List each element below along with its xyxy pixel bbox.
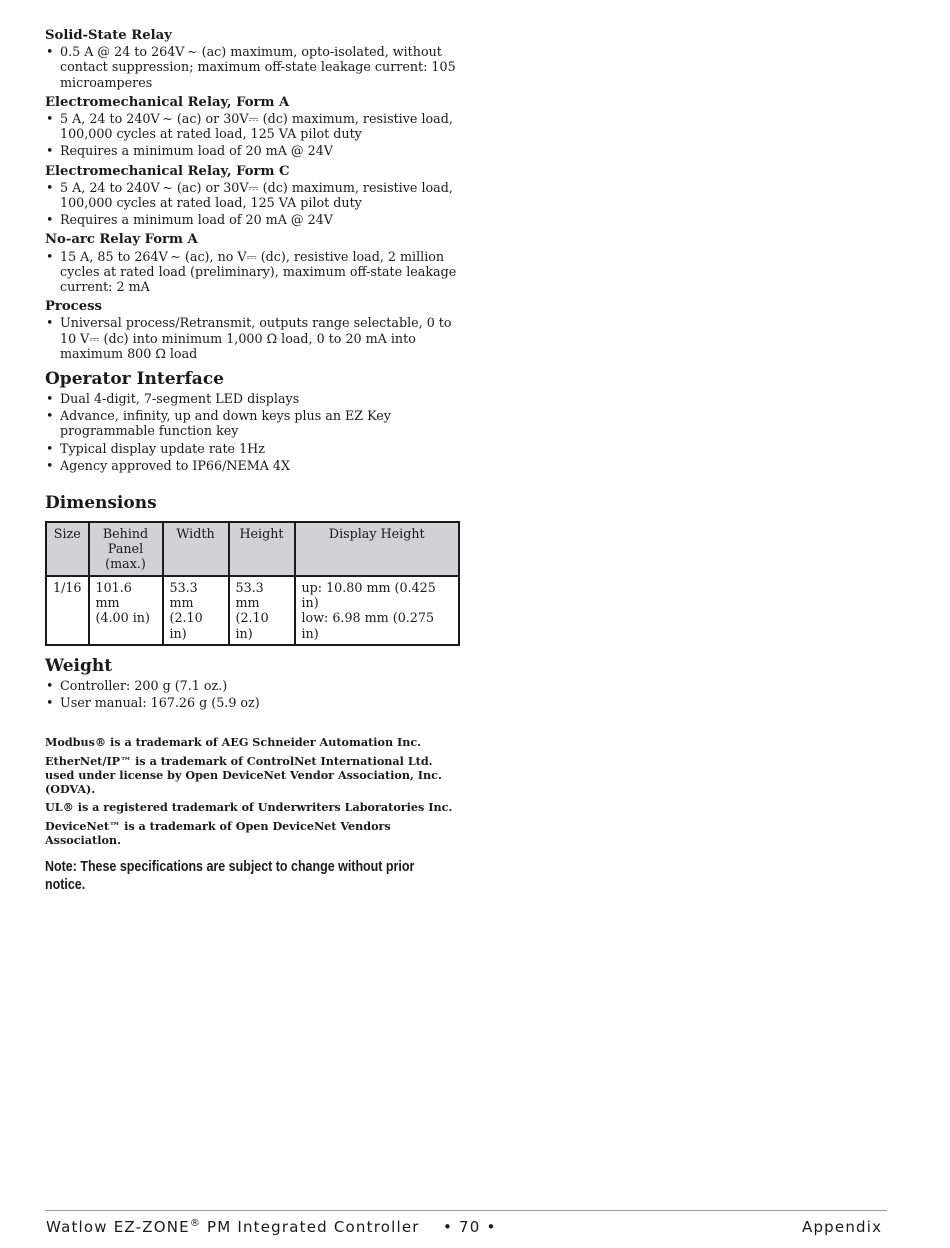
cell-text: 101.6 mm bbox=[95, 580, 132, 611]
list-item: • Agency approved to IP66/NEMA 4X bbox=[45, 458, 463, 473]
page-number: • 70 • bbox=[443, 1218, 497, 1236]
table-header-row bbox=[46, 522, 459, 576]
list-item: • Advance, infinity, up and down keys plus an EZ Key programmable function key bbox=[45, 408, 463, 438]
footer-title-text: Watlow EZ-ZONE bbox=[46, 1218, 190, 1236]
section-heading: Process bbox=[45, 299, 102, 315]
table-cell bbox=[163, 576, 229, 645]
footer-divider bbox=[45, 1210, 887, 1211]
footer-title-rest: PM Integrated Controller bbox=[201, 1218, 420, 1236]
column-header: Behind Panel (max.) bbox=[89, 522, 163, 576]
section-heading: Electromechanical Relay, Form C bbox=[45, 163, 290, 179]
column-header: Height bbox=[229, 522, 295, 576]
disclaimer-note: Note: These specifications are subject to change without prior notice. bbox=[45, 858, 415, 893]
process-section bbox=[45, 299, 463, 361]
section-heading: No-arc Relay Form A bbox=[45, 232, 198, 248]
cell-text: (2.10 in) bbox=[169, 610, 203, 641]
solid-state-relay-section bbox=[45, 28, 463, 90]
cell-text: 53.3 mm bbox=[235, 580, 264, 611]
section-title: Weight bbox=[45, 655, 113, 676]
em-relay-form-a-section bbox=[45, 95, 463, 159]
list-item: • 5 A, 24 to 240V ∼ (ac) or 30V⎓ (dc) maximum, resistive load, 100,000 cycles at rated load, 125 VA pilot duty bbox=[45, 111, 463, 141]
trademark-line: Modbus® is a trademark of AEG Schneider Automation Inc. bbox=[45, 735, 422, 750]
list-item: • Universal process/Retransmit, outputs range selectable, 0 to 10 V⎓ (dc) into minimum 1,000 Ω load, 0 to 20 mA into maximum 800 Ω load bbox=[45, 315, 463, 361]
trademark-line: EtherNet/IP™ is a trademark of ControlNet International Ltd. used under license by Open DeviceNet Vendor Association, Inc. (ODVA). bbox=[45, 754, 442, 796]
registered-mark: ® bbox=[189, 1218, 202, 1229]
cell-text: low: 6.98 mm (0.275 in) bbox=[301, 610, 435, 641]
dimensions-table bbox=[45, 521, 460, 646]
cell-text: (4.00 in) bbox=[95, 610, 150, 626]
list-item: • Controller: 200 g (7.1 oz.) bbox=[45, 678, 463, 693]
table-cell bbox=[295, 576, 460, 645]
list-item: • 15 A, 85 to 264V ∼ (ac), no V⎓ (dc), resistive load, 2 million cycles at rated load (preliminary), maximum off-state leakage current: 2 mA bbox=[45, 249, 463, 295]
list-item: • 0.5 A @ 24 to 264V ∼ (ac) maximum, opto-isolated, without contact suppression; maximum off-state leakage current: 105 microamperes bbox=[45, 44, 463, 90]
table-row bbox=[46, 576, 459, 645]
trademark-line: UL® is a registered trademark of Underwriters Laboratories Inc. bbox=[45, 800, 453, 815]
no-arc-relay-section bbox=[45, 232, 463, 294]
footer-title bbox=[46, 1218, 420, 1236]
section-title: Dimensions bbox=[45, 493, 157, 514]
trademarks bbox=[45, 736, 463, 848]
cell-text: up: 10.80 mm (0.425 in) bbox=[301, 580, 436, 611]
table-cell bbox=[229, 576, 295, 645]
cell-text: 1/16 bbox=[53, 580, 82, 596]
list-item: • User manual: 167.26 g (5.9 oz) bbox=[45, 695, 463, 710]
list-item: • 5 A, 24 to 240V ∼ (ac) or 30V⎓ (dc) maximum, resistive load, 100,000 cycles at rated load, 125 VA pilot duty bbox=[45, 180, 463, 210]
cell-text: 53.3 mm bbox=[169, 580, 198, 611]
section-heading: Solid-State Relay bbox=[45, 28, 172, 43]
dimensions-section bbox=[45, 493, 463, 646]
column-header: Width bbox=[163, 522, 229, 576]
cell-text: (2.10 in) bbox=[235, 610, 269, 641]
em-relay-form-c-section bbox=[45, 164, 463, 228]
trademark-line: DeviceNet™ is a trademark of Open DeviceNet Vendors Associatlon. bbox=[45, 819, 391, 848]
section-title: Operator Interface bbox=[45, 369, 224, 390]
list-item: • Typical display update rate 1Hz bbox=[45, 441, 463, 456]
spec-column bbox=[45, 28, 463, 894]
list-item: • Requires a minimum load of 20 mA @ 24V bbox=[45, 212, 463, 227]
column-header: Display Height bbox=[295, 522, 460, 576]
section-heading: Electromechanical Relay, Form A bbox=[45, 94, 290, 110]
operator-interface-section bbox=[45, 369, 463, 473]
list-item: • Requires a minimum load of 20 mA @ 24V bbox=[45, 143, 463, 158]
weight-section bbox=[45, 656, 463, 710]
column-header: Size bbox=[46, 522, 89, 576]
list-item: • Dual 4-digit, 7-segment LED displays bbox=[45, 391, 463, 406]
table-cell bbox=[89, 576, 163, 645]
footer-section: Appendix bbox=[802, 1218, 883, 1236]
table-cell bbox=[46, 576, 89, 645]
